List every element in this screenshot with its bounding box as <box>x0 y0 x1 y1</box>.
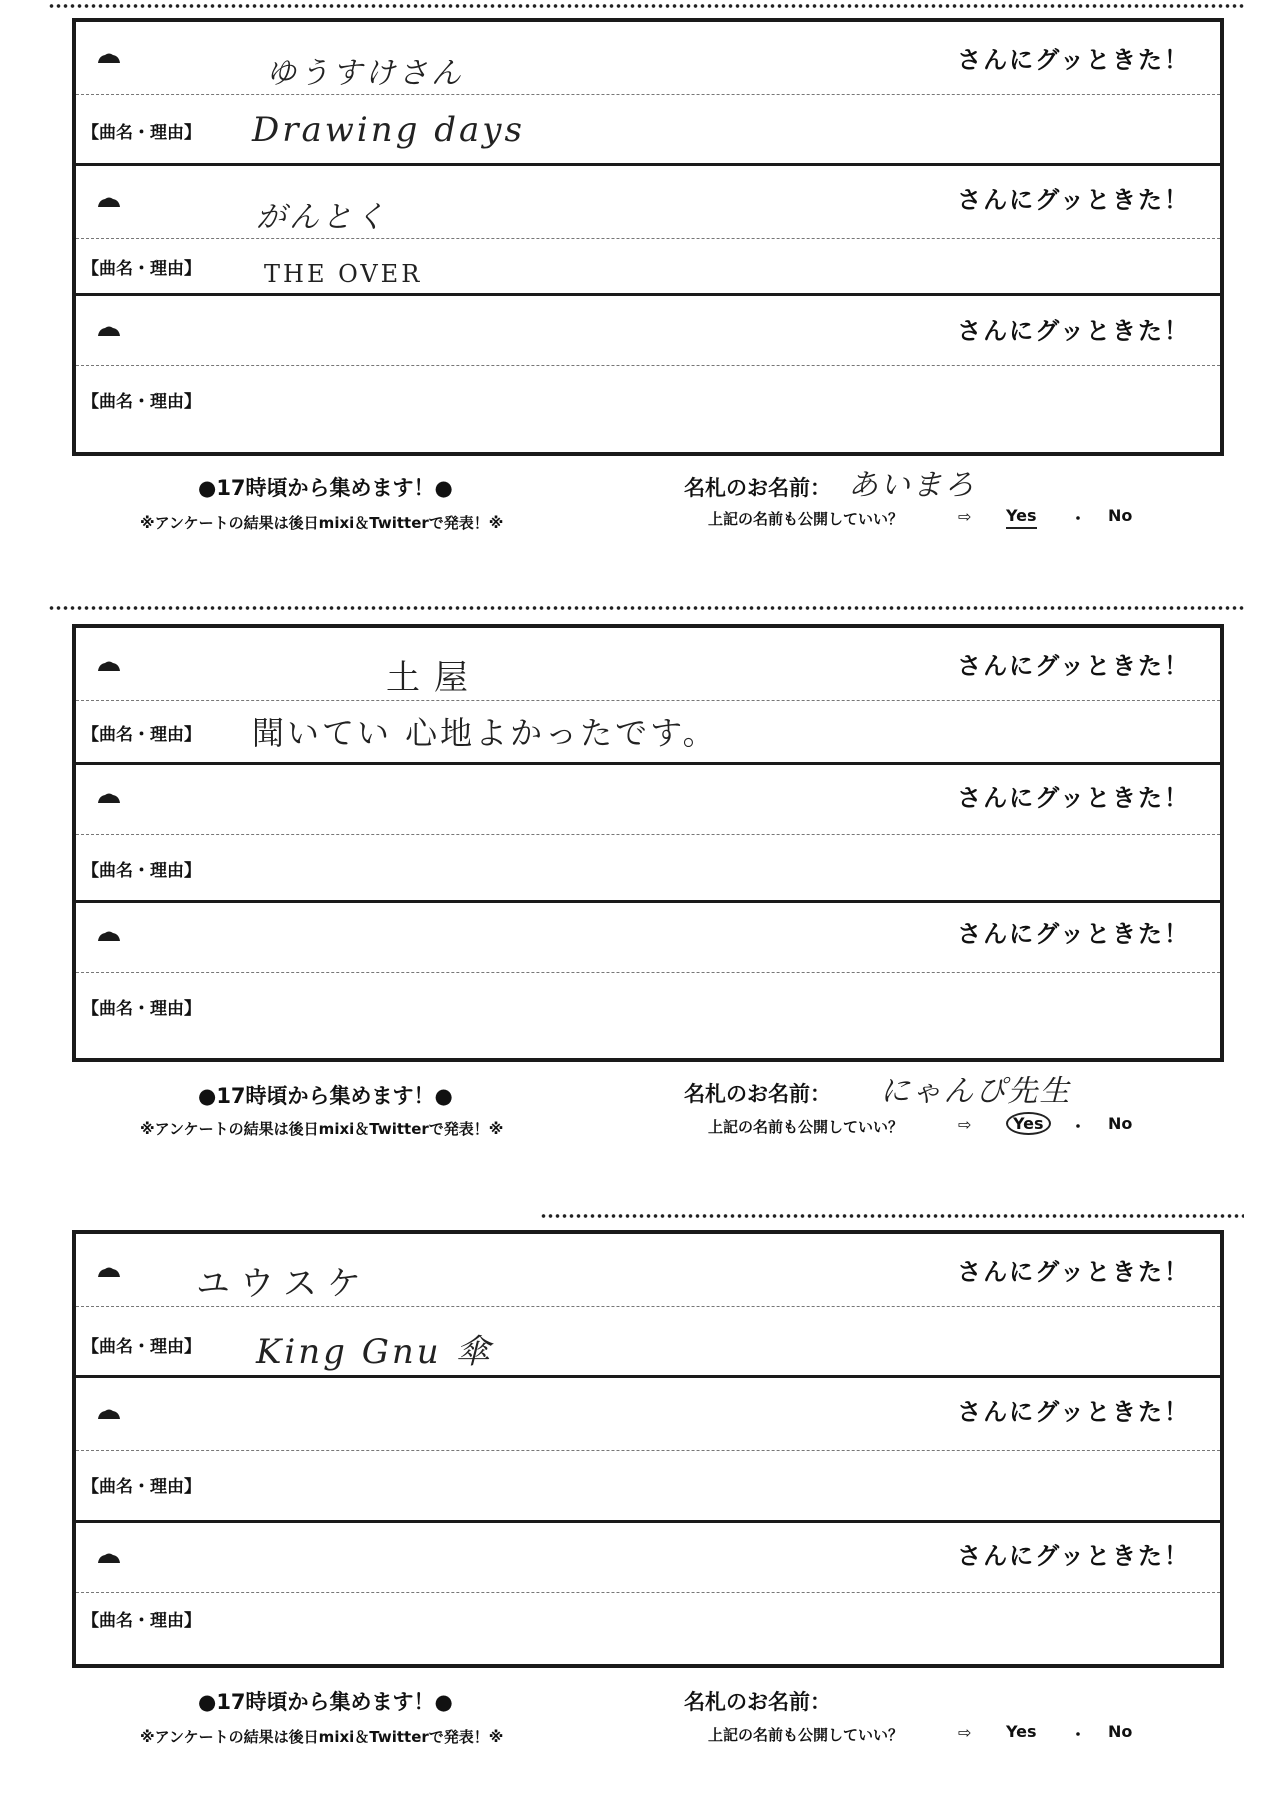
arrow-icon: ⇨ <box>958 507 972 526</box>
suffix-text: さんにグッときた！ <box>957 1542 1190 1570</box>
collect-notice: ●17時頃から集めます！● <box>198 1690 453 1714</box>
suffix-text: さんにグッときた！ <box>957 186 1190 214</box>
no-option[interactable]: No <box>1108 1114 1133 1133</box>
reason-row <box>76 365 1220 437</box>
reason-row <box>76 1306 1220 1378</box>
song-reason-label: 【曲名・理由】 <box>82 861 201 881</box>
hat-icon <box>96 325 122 337</box>
handwritten-name: ユウスケ <box>196 1264 371 1304</box>
name-row <box>76 1378 1220 1451</box>
no-option[interactable]: No <box>1108 506 1133 525</box>
name-row <box>76 293 1220 366</box>
name-row <box>76 166 1220 239</box>
song-reason-label: 【曲名・理由】 <box>82 999 201 1019</box>
name-row <box>76 628 1220 701</box>
yes-option[interactable]: Yes <box>1006 1112 1051 1135</box>
handwritten-nameplate: あいまろ <box>848 468 976 503</box>
entry-box <box>72 624 1224 1062</box>
result-notice: ※アンケートの結果は後日mixi＆Twitterで発表！※ <box>140 1728 504 1746</box>
suffix-text: さんにグッときた！ <box>957 920 1190 948</box>
hat-icon <box>96 1552 122 1564</box>
yes-option[interactable]: Yes <box>1006 506 1037 529</box>
reason-row <box>76 1592 1220 1664</box>
suffix-text: さんにグッときた！ <box>957 46 1190 74</box>
nameplate-label: 名札のお名前： <box>684 1690 831 1714</box>
name-row <box>76 900 1220 973</box>
result-notice: ※アンケートの結果は後日mixi＆Twitterで発表！※ <box>140 1120 504 1138</box>
handwritten-reason: THE OVER <box>264 260 423 288</box>
suffix-text: さんにグッときた！ <box>957 784 1190 812</box>
reason-row <box>76 700 1220 765</box>
survey-card-1 <box>0 0 1280 600</box>
arrow-icon: ⇨ <box>958 1115 972 1134</box>
separator: ・ <box>1070 509 1087 528</box>
separator: ・ <box>1070 1725 1087 1744</box>
hat-icon <box>96 52 122 64</box>
song-reason-label: 【曲名・理由】 <box>82 1611 201 1631</box>
publish-question: 上記の名前も公開していい？ <box>708 1726 904 1744</box>
hat-icon <box>96 792 122 804</box>
survey-card-3 <box>0 1216 1280 1816</box>
handwritten-name: 土屋 <box>386 658 482 698</box>
reason-row <box>76 94 1220 166</box>
song-reason-label: 【曲名・理由】 <box>82 259 201 279</box>
name-row <box>76 1234 1220 1307</box>
name-row <box>76 762 1220 835</box>
suffix-text: さんにグッときた！ <box>957 317 1190 345</box>
handwritten-name: がんとく <box>256 200 388 235</box>
reason-row <box>76 238 1220 296</box>
reason-row <box>76 1450 1220 1523</box>
name-row <box>76 22 1220 95</box>
handwritten-reason: 聞いてい 心地よかったです。 <box>252 714 718 752</box>
hat-icon <box>96 1408 122 1420</box>
entry-box <box>72 18 1224 456</box>
survey-card-2 <box>0 606 1280 1206</box>
entry-box <box>72 1230 1224 1668</box>
song-reason-label: 【曲名・理由】 <box>82 1337 201 1357</box>
yes-option[interactable]: Yes <box>1006 1722 1037 1741</box>
collect-notice: ●17時頃から集めます！● <box>198 1084 453 1108</box>
song-reason-label: 【曲名・理由】 <box>82 725 201 745</box>
name-row <box>76 1520 1220 1593</box>
collect-notice: ●17時頃から集めます！● <box>198 476 453 500</box>
hat-icon <box>96 1266 122 1278</box>
song-reason-label: 【曲名・理由】 <box>82 123 201 143</box>
handwritten-nameplate: にゃんぴ先生 <box>880 1074 1072 1109</box>
nameplate-label: 名札のお名前： <box>684 1082 831 1106</box>
nameplate-label: 名札のお名前： <box>684 476 831 500</box>
separator: ・ <box>1070 1117 1087 1136</box>
suffix-text: さんにグッときた！ <box>957 1258 1190 1286</box>
handwritten-reason: King Gnu 傘 <box>256 1332 493 1372</box>
song-reason-label: 【曲名・理由】 <box>82 1477 201 1497</box>
arrow-icon: ⇨ <box>958 1723 972 1742</box>
suffix-text: さんにグッときた！ <box>957 652 1190 680</box>
handwritten-reason: Drawing days <box>252 110 525 150</box>
song-reason-label: 【曲名・理由】 <box>82 392 201 412</box>
hat-icon <box>96 930 122 942</box>
handwritten-name: ゆうすけさん <box>266 56 464 91</box>
hat-icon <box>96 196 122 208</box>
reason-row <box>76 972 1220 1044</box>
no-option[interactable]: No <box>1108 1722 1133 1741</box>
hat-icon <box>96 660 122 672</box>
publish-question: 上記の名前も公開していい？ <box>708 1118 904 1136</box>
publish-question: 上記の名前も公開していい？ <box>708 510 904 528</box>
result-notice: ※アンケートの結果は後日mixi＆Twitterで発表！※ <box>140 514 504 532</box>
suffix-text: さんにグッときた！ <box>957 1398 1190 1426</box>
reason-row <box>76 834 1220 903</box>
